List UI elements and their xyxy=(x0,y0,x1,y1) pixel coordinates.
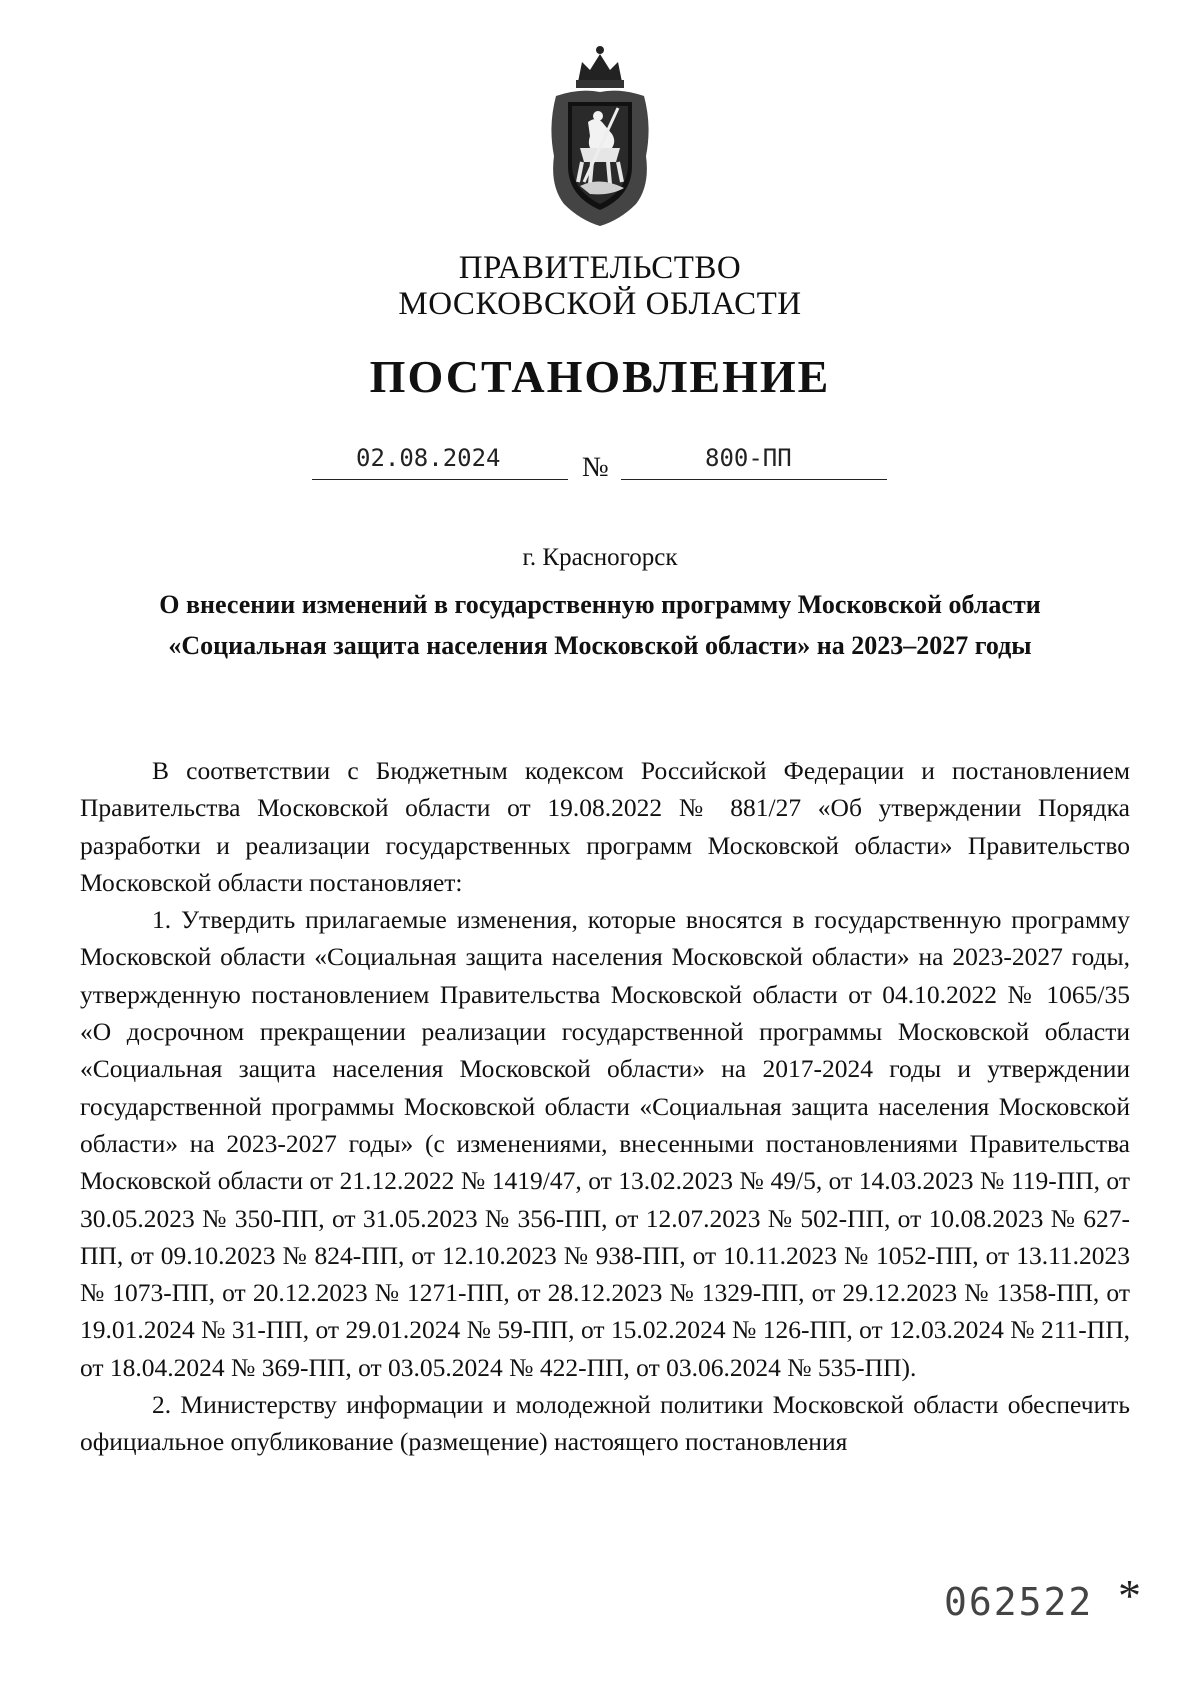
document-type-heading: ПОСТАНОВЛЕНИЕ xyxy=(369,351,831,402)
number-sign: № xyxy=(582,452,609,483)
document-body xyxy=(80,752,1130,1461)
body-item-1: 1. Утвердить прилагаемые изменения, которые вносятся в государственную программу Московской области «Социальная защита населения Московской области» на 2023-2027 годы, утвержденную постановлением Правительства Московской области от 04.10.2022 № 1065/35 «О досрочном прекращении реализации государственной программы Московской области «Социальная защита населения Московской области» на 2017-2024 годы и утверждении государственной программы Московской области «Социальная защита населения Московской области» на 2023-2027 годы» (с изменениями, внесенными постановлениями Правительства Московской области от 21.12.2022 № 1419/47, от 13.02.2023 № 49/5, от 14.03.2023 № 119-ПП, от 30.05.2023 № 350-ПП, от 31.05.2023 № 356-ПП, от 12.07.2023 № 502-ПП, от 10.08.2023 № 627-ПП, от 09.10.2023 № 824-ПП, от 12.10.2023 № 938-ПП, от 10.11.2023 № 1052-ПП, от 13.11.2023 № 1073-ПП, от 20.12.2023 № 1271-ПП, от 28.12.2023 № 1329-ПП, от 29.12.2023 № 1358-ПП, от 19.01.2024 № 31-ПП, от 29.01.2024 № 59-ПП, от 15.02.2024 № 126-ПП, от 12.03.2024 № 211-ПП, от 18.04.2024 № 369-ПП, от 03.05.2024 № 422-ПП, от 03.06.2024 № 535-ПП). xyxy=(80,905,1130,1382)
coat-of-arms-icon xyxy=(520,36,680,236)
body-intro-paragraph: В соответствии с Бюджетным кодексом Российской Федерации и постановлением Правительства Московской области от 19.08.2022 № 881/27 «Об утверждении Порядка разработки и реализации государственных программ Московской области» Правительство Московской области постановляет: xyxy=(80,756,1130,897)
government-name-line2: МОСКОВСКОЙ ОБЛАСТИ xyxy=(398,286,802,322)
number-underline xyxy=(621,479,887,480)
document-date: 02.08.2024 xyxy=(356,444,501,472)
serial-number: 062522 xyxy=(944,1580,1094,1624)
body-item-2: 2. Министерству информации и молодежной политики Московской области обеспечить официальное опубликование (размещение) настоящего постановления xyxy=(80,1390,1130,1457)
date-underline xyxy=(312,479,568,480)
government-name-line1: ПРАВИТЕЛЬСТВО xyxy=(458,250,742,286)
asterisk-mark: * xyxy=(1118,1570,1141,1621)
document-title-line1: О внесении изменений в государственную программу Московской области xyxy=(159,590,1041,619)
city-name: г. Красногорск xyxy=(522,544,678,571)
document-number: 800-ПП xyxy=(705,444,792,472)
document-title-line2: «Социальная защита населения Московской области» на 2023–2027 годы xyxy=(168,631,1032,660)
